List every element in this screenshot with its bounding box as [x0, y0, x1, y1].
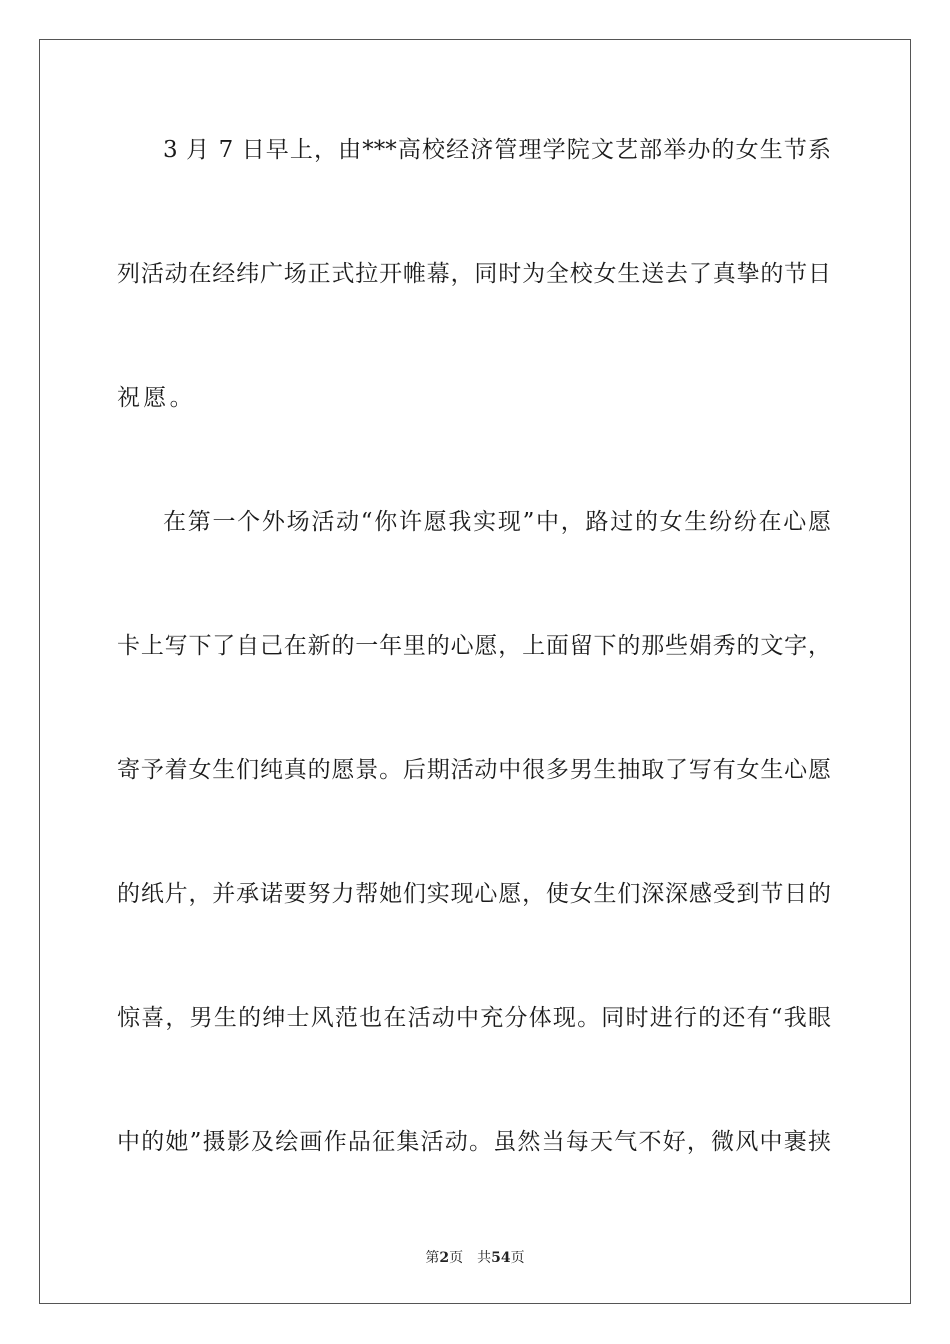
paragraph-2-line-1: 在第一个外场活动“你许愿我实现”中，路过的女生纷纷在心愿: [163, 509, 831, 535]
paragraph-1-line-3: 祝愿。: [117, 385, 196, 411]
paragraph-1-line-1: 3 月 7 日早上，由***高校经济管理学院文艺部举办的女生节系: [163, 137, 831, 163]
page-frame: [39, 39, 911, 1304]
page-prefix: 第: [425, 1250, 440, 1266]
page-total: 54: [491, 1250, 511, 1266]
page-suffix: 页: [449, 1250, 464, 1266]
paragraph-2-line-6: 中的她”摄影及绘画作品征集活动。虽然当每天气不好，微风中裹挟: [117, 1129, 831, 1155]
paragraph-2-line-4: 的纸片，并承诺要努力帮她们实现心愿，使女生们深深感受到节日的: [117, 881, 831, 907]
paragraph-1-line-2: 列活动在经纬广场正式拉开帷幕，同时为全校女生送去了真挚的节日: [117, 261, 831, 287]
page-footer: [0, 1249, 950, 1267]
total-suffix: 页: [510, 1250, 525, 1266]
paragraph-2-line-3: 寄予着女生们纯真的愿景。后期活动中很多男生抽取了写有女生心愿: [117, 757, 831, 783]
paragraph-2-line-5: 惊喜，男生的绅士风范也在活动中充分体现。同时进行的还有“我眼: [117, 1005, 831, 1031]
paragraph-2-line-2: 卡上写下了自己在新的一年里的心愿，上面留下的那些娟秀的文字，: [117, 633, 831, 659]
page-current: 2: [439, 1250, 450, 1266]
total-prefix: 共: [477, 1250, 492, 1266]
